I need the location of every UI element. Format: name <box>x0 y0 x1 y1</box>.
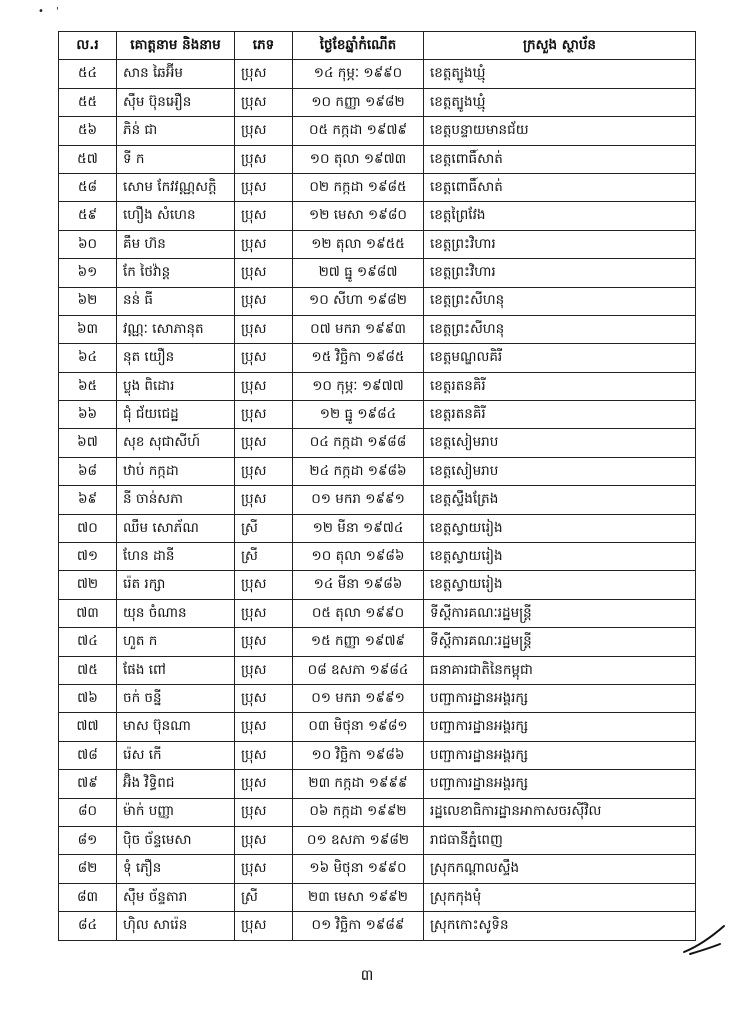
cell-dob: ២៤ កក្កដា ១៩៨៦ <box>293 457 424 485</box>
column-header-dob: ថ្ងៃខែឆ្នាំកំណើត <box>293 32 424 60</box>
cell-unit: ខេត្តព្រៃវែង <box>424 202 696 230</box>
cell-no: ៧៨ <box>59 741 117 769</box>
cell-name: ទី ក <box>117 145 235 173</box>
table-row <box>59 798 696 826</box>
cell-dob: ១៥ វិច្ឆិកា ១៩៨៥ <box>293 344 424 372</box>
cell-name: ចក់ ចន្នី <box>117 684 235 712</box>
cell-sex: ប្រុស <box>235 401 293 429</box>
cell-sex: ប្រុស <box>235 770 293 798</box>
cell-sex: ប្រុស <box>235 912 293 940</box>
cell-dob: ០៥ តុលា ១៩៩០ <box>293 599 424 627</box>
cell-sex: ប្រុស <box>235 259 293 287</box>
column-header-no: ល.រ <box>59 32 117 60</box>
cell-no: ៥៥ <box>59 88 117 116</box>
table-row <box>59 855 696 883</box>
cell-sex: ប្រុស <box>235 230 293 258</box>
cell-dob: ១០ សីហា ១៩៨២ <box>293 287 424 315</box>
cell-unit: បញ្ជាការដ្ឋានអង្គរក្ស <box>424 684 696 712</box>
cell-dob: ០១ វិច្ឆិកា ១៩៨៩ <box>293 912 424 940</box>
cell-no: ៦៦ <box>59 401 117 429</box>
cell-name: នន់ ធី <box>117 287 235 315</box>
cell-unit: ស្រុកកុងមុំ <box>424 883 696 911</box>
cell-sex: ប្រុស <box>235 60 293 88</box>
cell-unit: ខេត្តព្រះសីហនុ <box>424 287 696 315</box>
cell-no: ៧៦ <box>59 684 117 712</box>
cell-name: សោម កែវវណ្ណសក្តិ <box>117 173 235 201</box>
cell-sex: ប្រុស <box>235 684 293 712</box>
table-row <box>59 628 696 656</box>
cell-name: ទុំ ភឿន <box>117 855 235 883</box>
table-row <box>59 202 696 230</box>
cell-dob: ១២ មេសា ១៩៨០ <box>293 202 424 230</box>
cell-name: ហែន ដានី <box>117 543 235 571</box>
cell-dob: ១០ វិច្ឆិកា ១៩៨៦ <box>293 741 424 769</box>
cell-unit: ខេត្តត្បូងឃ្មុំ <box>424 88 696 116</box>
cell-sex: ប្រុស <box>235 88 293 116</box>
cell-no: ៦៨ <box>59 457 117 485</box>
cell-unit: ខេត្តបន្ទាយមានជ័យ <box>424 117 696 145</box>
cell-unit: ខេត្តមណ្ឌលគិរី <box>424 344 696 372</box>
cell-sex: ប្រុស <box>235 571 293 599</box>
cell-no: ៦១ <box>59 259 117 287</box>
cell-sex: ប្រុស <box>235 117 293 145</box>
table-row <box>59 145 696 173</box>
table-row <box>59 741 696 769</box>
cell-sex: ប្រុស <box>235 486 293 514</box>
table-row <box>59 826 696 854</box>
cell-dob: ១៦ មិថុនា ១៩៩០ <box>293 855 424 883</box>
cell-no: ៧២ <box>59 571 117 599</box>
cell-name: វណ្ណៈ សោភានុត <box>117 315 235 343</box>
column-header-sex: ភេទ <box>235 32 293 60</box>
personnel-table <box>58 31 696 941</box>
cell-unit: ទីស្តីការគណៈរដ្ឋមន្ត្រី <box>424 599 696 627</box>
table-row <box>59 60 696 88</box>
page-number: ៣ <box>360 966 374 984</box>
cell-name: ឈឹម សោភ័ណ <box>117 514 235 542</box>
table-row <box>59 770 696 798</box>
cell-no: ៧០ <box>59 514 117 542</box>
cell-dob: ០១ ឧសភា ១៩៨២ <box>293 826 424 854</box>
cell-name: ហួត ក <box>117 628 235 656</box>
cell-dob: ០២ កក្កដា ១៩៨៥ <box>293 173 424 201</box>
cell-dob: ១០ កញ្ញា ១៩៨២ <box>293 88 424 116</box>
cell-name: ប៉ិច ច័ន្ទមេសា <box>117 826 235 854</box>
cell-unit: បញ្ជាការដ្ឋានអង្គរក្ស <box>424 741 696 769</box>
cell-unit: ខេត្តព្រះវិហារ <box>424 230 696 258</box>
table-row <box>59 543 696 571</box>
cell-sex: ប្រុស <box>235 344 293 372</box>
cell-sex: ប្រុស <box>235 372 293 400</box>
cell-dob: ០៤ កក្កដា ១៩៨៨ <box>293 429 424 457</box>
cell-sex: ប្រុស <box>235 656 293 684</box>
cell-sex: ស្រី <box>235 883 293 911</box>
table-row <box>59 88 696 116</box>
cell-no: ៧៤ <box>59 628 117 656</box>
table-row <box>59 883 696 911</box>
table-row <box>59 287 696 315</box>
cell-unit: ខេត្តសៀមរាប <box>424 429 696 457</box>
cell-sex: ប្រុស <box>235 713 293 741</box>
cell-unit: ខេត្តពោធិ៍សាត់ <box>424 173 696 201</box>
table-row <box>59 173 696 201</box>
cell-unit: ខេត្តរតនគិរី <box>424 372 696 400</box>
table-row <box>59 344 696 372</box>
column-header-unit: ក្រសួង ស្ថាប័ន <box>424 32 696 60</box>
corner-dot: • <box>38 6 44 17</box>
cell-unit: ខេត្តព្រះវិហារ <box>424 259 696 287</box>
cell-no: ៦៣ <box>59 315 117 343</box>
cell-name: យុន ចំណាន <box>117 599 235 627</box>
cell-no: ៦៩ <box>59 486 117 514</box>
cell-sex: ប្រុស <box>235 145 293 173</box>
cell-unit: បញ្ជាការដ្ឋានអង្គរក្ស <box>424 713 696 741</box>
cell-unit: ទីស្តីការគណៈរដ្ឋមន្ត្រី <box>424 628 696 656</box>
cell-no: ៨២ <box>59 855 117 883</box>
cell-unit: ខេត្តស្វាយរៀង <box>424 514 696 542</box>
cell-name: ហឿង សំហេន <box>117 202 235 230</box>
cell-no: ៥៦ <box>59 117 117 145</box>
cell-sex: ប្រុស <box>235 599 293 627</box>
cell-dob: ០៥ កក្កដា ១៩៧៩ <box>293 117 424 145</box>
cell-dob: ១៤ មីនា ១៩៨៦ <box>293 571 424 599</box>
cell-dob: ០៦ កក្កដា ១៩៩២ <box>293 798 424 826</box>
cell-sex: ប្រុស <box>235 429 293 457</box>
cell-sex: ស្រី <box>235 543 293 571</box>
table-row <box>59 259 696 287</box>
cell-name: មាស ប៊ុនណា <box>117 713 235 741</box>
cell-dob: ២៣ កក្កដា ១៩៩៩ <box>293 770 424 798</box>
cell-sex: ស្រី <box>235 514 293 542</box>
table-row <box>59 571 696 599</box>
cell-unit: ខេត្តព្រះសីហនុ <box>424 315 696 343</box>
cell-name: កែ ថៃវ៉ាន្ត <box>117 259 235 287</box>
cell-unit: ខេត្តពោធិ៍សាត់ <box>424 145 696 173</box>
cell-no: ៥៩ <box>59 202 117 230</box>
cell-name: ម៉ាក់ បញ្ញា <box>117 798 235 826</box>
cell-unit: ខេត្តរតនគិរី <box>424 401 696 429</box>
table-row <box>59 713 696 741</box>
cell-no: ៥៧ <box>59 145 117 173</box>
cell-dob: ០៣ មិថុនា ១៩៨១ <box>293 713 424 741</box>
cell-unit: ខេត្តសៀមរាប <box>424 457 696 485</box>
cell-no: ៧៧ <box>59 713 117 741</box>
cell-dob: ០១ មករា ១៩៩១ <box>293 684 424 712</box>
cell-sex: ប្រុស <box>235 855 293 883</box>
cell-sex: ប្រុស <box>235 287 293 315</box>
cell-no: ៨០ <box>59 798 117 826</box>
cell-dob: ១៤ កុម្ភៈ ១៩៩០ <box>293 60 424 88</box>
cell-name: ភិន់ ជា <box>117 117 235 145</box>
cell-no: ៧១ <box>59 543 117 571</box>
table-row <box>59 429 696 457</box>
cell-dob: ១២ ធ្នូ ១៩៨៤ <box>293 401 424 429</box>
column-header-name: គោត្តនាម និងនាម <box>117 32 235 60</box>
cell-no: ៦៥ <box>59 372 117 400</box>
cell-unit: ខេត្តស្ទឹងត្រែង <box>424 486 696 514</box>
cell-dob: ១០ តុលា ១៩៧៣ <box>293 145 424 173</box>
cell-dob: ១២ មីនា ១៩៧៤ <box>293 514 424 542</box>
cell-name: ស៊ឹម ប៊ុនអឿន <box>117 88 235 116</box>
cell-name: នី ចាន់សភា <box>117 486 235 514</box>
cell-sex: ប្រុស <box>235 741 293 769</box>
cell-unit: ស្រុកកោះសូទិន <box>424 912 696 940</box>
table-header-row <box>59 32 696 60</box>
cell-sex: ប្រុស <box>235 628 293 656</box>
cell-name: សុខ សុជាសីហ៍ <box>117 429 235 457</box>
table-row <box>59 514 696 542</box>
cell-name: ប្លុង ពិដោរ <box>117 372 235 400</box>
cell-unit: ស្រុកកណ្តាលស្ទឹង <box>424 855 696 883</box>
cell-sex: ប្រុស <box>235 202 293 230</box>
cell-no: ៥៨ <box>59 173 117 201</box>
cell-unit: រាជធានីភ្នំពេញ <box>424 826 696 854</box>
table-row <box>59 117 696 145</box>
table-row <box>59 912 696 940</box>
table-row <box>59 599 696 627</box>
cell-no: ៦៤ <box>59 344 117 372</box>
cell-name: គឹម ហ៊ន <box>117 230 235 258</box>
cell-no: ៨៤ <box>59 912 117 940</box>
cell-unit: ខេត្តស្វាយរៀង <box>424 571 696 599</box>
cell-unit: រដ្ឋលេខាធិការដ្ឋានអាកាសចរស៊ីវិល <box>424 798 696 826</box>
cell-no: ៦៧ <box>59 429 117 457</box>
cell-no: ៧៩ <box>59 770 117 798</box>
table-body <box>59 60 696 940</box>
cell-name: ហ៊ិល សារ៉េន <box>117 912 235 940</box>
cell-dob: ១០ តុលា ១៩៨៦ <box>293 543 424 571</box>
corner-tick: ' <box>56 6 59 17</box>
cell-dob: ២៧ ធ្នូ ១៩៨៧ <box>293 259 424 287</box>
cell-name: ផែង ពៅ <box>117 656 235 684</box>
cell-dob: ០៧ មករា ១៩៩៣ <box>293 315 424 343</box>
cell-no: ៦២ <box>59 287 117 315</box>
cell-name: ស៊ឹម ច័ន្ទតារា <box>117 883 235 911</box>
cell-dob: ០៨ ឧសភា ១៩៨៤ <box>293 656 424 684</box>
cell-unit: ខេត្តស្វាយរៀង <box>424 543 696 571</box>
cell-unit: ខេត្តត្បូងឃ្មុំ <box>424 60 696 88</box>
cell-no: ៧៣ <box>59 599 117 627</box>
cell-dob: ១០ កុម្ភៈ ១៩៧៧ <box>293 372 424 400</box>
signature-mark <box>680 918 730 958</box>
cell-dob: ០១ មករា ១៩៩១ <box>293 486 424 514</box>
table-row <box>59 684 696 712</box>
table-row <box>59 401 696 429</box>
cell-no: ៦០ <box>59 230 117 258</box>
cell-no: ៧៥ <box>59 656 117 684</box>
cell-no: ៨១ <box>59 826 117 854</box>
cell-unit: បញ្ជាការដ្ឋានអង្គរក្ស <box>424 770 696 798</box>
cell-dob: ១២ តុលា ១៩៥៥ <box>293 230 424 258</box>
cell-name: អ៊ិង វិទ្ធិពជ <box>117 770 235 798</box>
cell-no: ៥៤ <box>59 60 117 88</box>
table-row <box>59 457 696 485</box>
table-row <box>59 372 696 400</box>
cell-sex: ប្រុស <box>235 826 293 854</box>
cell-sex: ប្រុស <box>235 315 293 343</box>
cell-sex: ប្រុស <box>235 173 293 201</box>
cell-dob: ១៥ កញ្ញា ១៩៧៩ <box>293 628 424 656</box>
table-row <box>59 230 696 258</box>
cell-name: សាន ឆៃអ៊ីម <box>117 60 235 88</box>
table-row <box>59 315 696 343</box>
cell-dob: ២៣ មេសា ១៩៩២ <box>293 883 424 911</box>
table-row <box>59 486 696 514</box>
cell-no: ៨៣ <box>59 883 117 911</box>
cell-name: នុត យឿន <box>117 344 235 372</box>
cell-name: រ៉េស កើ <box>117 741 235 769</box>
cell-unit: ធនាគារជាតិនៃកម្ពុជា <box>424 656 696 684</box>
cell-name: ជុំ ជ័យជេដ្ឋ <box>117 401 235 429</box>
cell-name: រ៉េត រក្សា <box>117 571 235 599</box>
cell-sex: ប្រុស <box>235 457 293 485</box>
table-row <box>59 656 696 684</box>
cell-name: ឋាប់ កក្កដា <box>117 457 235 485</box>
cell-sex: ប្រុស <box>235 798 293 826</box>
